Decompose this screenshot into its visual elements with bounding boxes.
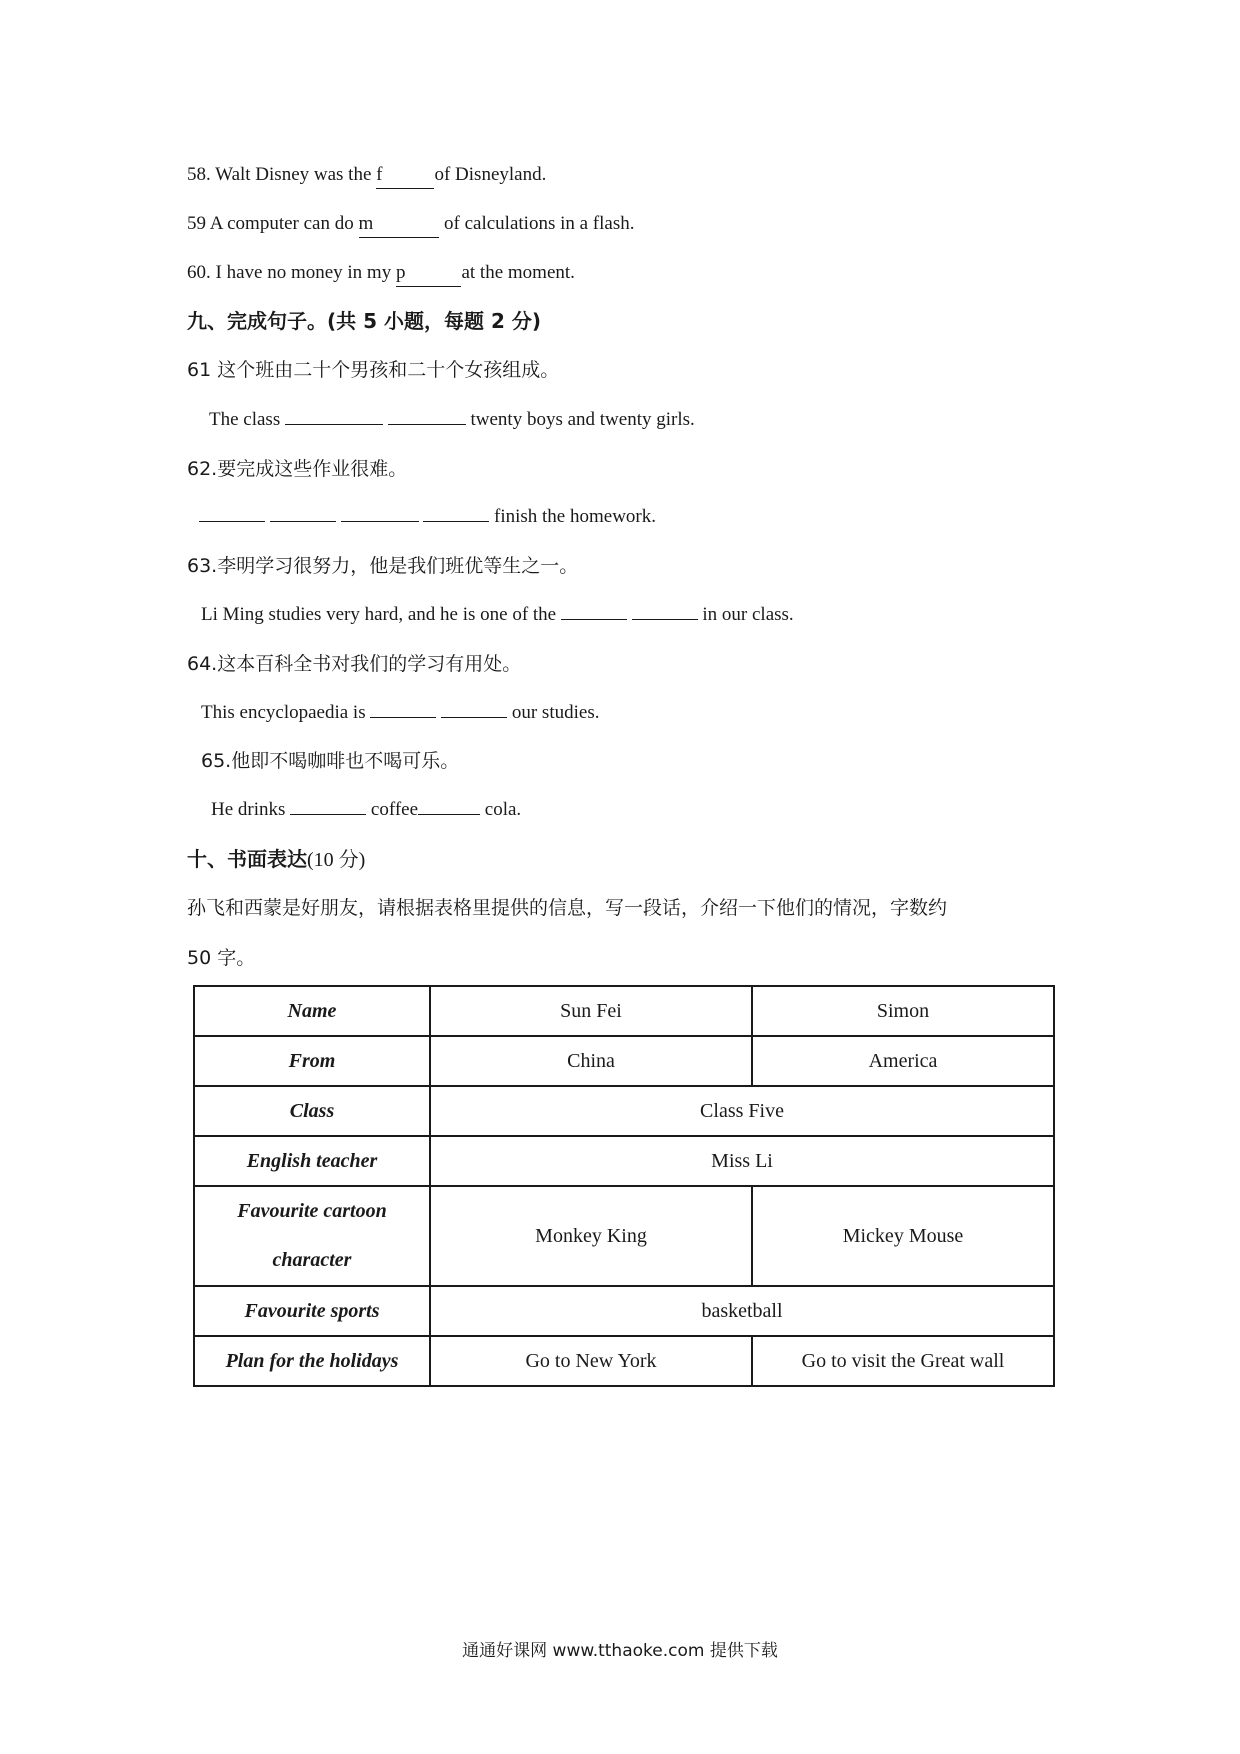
q62-chinese: 62.要完成这些作业很难。 bbox=[187, 458, 408, 480]
q60-letter-blank[interactable]: p bbox=[396, 260, 462, 287]
q64-en-before: This encyclopaedia is bbox=[201, 702, 371, 723]
q60-before: 60. I have no money in my bbox=[187, 262, 396, 283]
q64-blank-1[interactable] bbox=[370, 700, 436, 718]
q65-english bbox=[211, 797, 521, 823]
info-table bbox=[193, 985, 1055, 1387]
section-10-title bbox=[187, 845, 365, 874]
q61-english bbox=[209, 407, 695, 433]
table-row-class bbox=[194, 1086, 1054, 1136]
row-label: Favourite sports bbox=[194, 1286, 430, 1336]
q59-letter-blank[interactable]: m bbox=[359, 211, 440, 238]
q62-blank-1[interactable] bbox=[199, 504, 265, 522]
cell-simon: Mickey Mouse bbox=[752, 1186, 1054, 1286]
q58-letter-blank[interactable]: f bbox=[376, 162, 434, 189]
table-row-cartoon bbox=[194, 1186, 1054, 1286]
table-row-from bbox=[194, 1036, 1054, 1086]
q62-blank-4[interactable] bbox=[423, 504, 489, 522]
q59-after: of calculations in a flash. bbox=[439, 213, 635, 234]
q65-blank-2[interactable] bbox=[418, 797, 480, 815]
q65-en-mid: coffee bbox=[366, 799, 419, 820]
cell-shared: basketball bbox=[430, 1286, 1054, 1336]
q59-before: 59 A computer can do bbox=[187, 213, 359, 234]
table-row-plan bbox=[194, 1336, 1054, 1386]
section-10-points: (10 分) bbox=[307, 849, 366, 871]
q58-before: 58. Walt Disney was the bbox=[187, 164, 377, 185]
q64-en-after: our studies. bbox=[507, 702, 600, 723]
q62-blank-3[interactable] bbox=[341, 504, 419, 522]
cell-shared: Class Five bbox=[430, 1086, 1054, 1136]
q63-blank-1[interactable] bbox=[561, 602, 627, 620]
row-label: Plan for the holidays bbox=[194, 1336, 430, 1386]
table-row-name bbox=[194, 986, 1054, 1036]
question-59 bbox=[187, 211, 635, 238]
cell-simon: America bbox=[752, 1036, 1054, 1086]
q64-chinese: 64.这本百科全书对我们的学习有用处。 bbox=[187, 653, 522, 675]
q61-en-after: twenty boys and twenty girls. bbox=[465, 409, 695, 430]
q61-blank-1[interactable] bbox=[285, 407, 383, 425]
table-row-sports bbox=[194, 1286, 1054, 1336]
section-10-label: 十、书面表达 bbox=[187, 847, 307, 871]
q58-after: of Disneyland. bbox=[434, 164, 547, 185]
q63-en-before: Li Ming studies very hard, and he is one of the bbox=[201, 604, 561, 625]
cell-sunfei: Go to New York bbox=[430, 1336, 752, 1386]
q64-english bbox=[201, 700, 599, 726]
q65-en-before: He drinks bbox=[211, 799, 291, 820]
row-label-line-1: Favourite cartoon bbox=[237, 1200, 387, 1222]
section-9-title: 九、完成句子。(共 5 小题，每题 2 分) bbox=[187, 309, 541, 333]
q63-blank-2[interactable] bbox=[632, 602, 698, 620]
q65-blank-1[interactable] bbox=[290, 797, 366, 815]
row-label-line-2: character bbox=[272, 1249, 352, 1271]
row-label: Class bbox=[194, 1086, 430, 1136]
table-row-teacher bbox=[194, 1136, 1054, 1186]
page-footer: 通通好课网 www.tthaoke.com 提供下载 bbox=[462, 1641, 778, 1661]
instruction-line-2: 50 字。 bbox=[187, 947, 256, 969]
cell-simon: Simon bbox=[752, 986, 1054, 1036]
row-label: Name bbox=[194, 986, 430, 1036]
instruction-line-1: 孙飞和西蒙是好朋友，请根据表格里提供的信息，写一段话，介绍一下他们的情况，字数约 bbox=[187, 897, 948, 919]
cell-sunfei: China bbox=[430, 1036, 752, 1086]
row-label bbox=[194, 1186, 430, 1286]
q61-chinese: 61 这个班由二十个男孩和二十个女孩组成。 bbox=[187, 359, 560, 381]
cell-sunfei: Sun Fei bbox=[430, 986, 752, 1036]
row-label: English teacher bbox=[194, 1136, 430, 1186]
q62-blank-2[interactable] bbox=[270, 504, 336, 522]
q63-chinese: 63.李明学习很努力，他是我们班优等生之一。 bbox=[187, 555, 579, 577]
q60-after: at the moment. bbox=[461, 262, 575, 283]
q65-chinese: 65.他即不喝咖啡也不喝可乐。 bbox=[201, 750, 460, 772]
q61-blank-2[interactable] bbox=[388, 407, 466, 425]
q62-english bbox=[199, 504, 656, 530]
question-60 bbox=[187, 260, 575, 287]
q62-en-after: finish the homework. bbox=[489, 506, 657, 527]
q64-blank-2[interactable] bbox=[441, 700, 507, 718]
q63-en-after: in our class. bbox=[697, 604, 794, 625]
row-label: From bbox=[194, 1036, 430, 1086]
q61-en-before: The class bbox=[209, 409, 285, 430]
q65-en-after: cola. bbox=[480, 799, 522, 820]
cell-shared: Miss Li bbox=[430, 1136, 1054, 1186]
cell-sunfei: Monkey King bbox=[430, 1186, 752, 1286]
question-58 bbox=[187, 162, 546, 189]
q63-english bbox=[201, 602, 794, 628]
cell-simon: Go to visit the Great wall bbox=[752, 1336, 1054, 1386]
